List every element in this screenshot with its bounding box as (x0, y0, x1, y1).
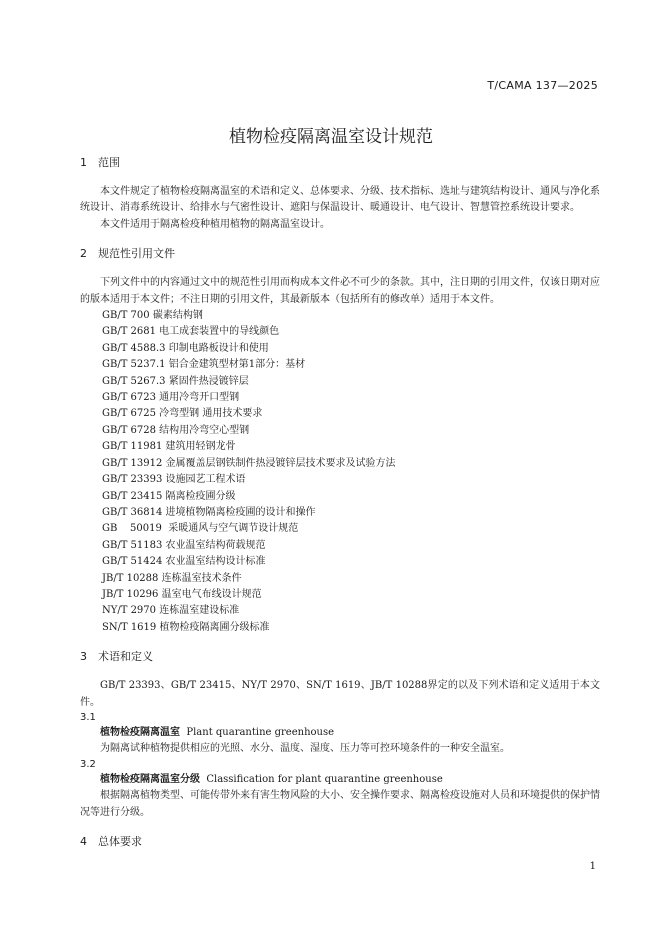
reference-list (80, 308, 600, 636)
reference-item: GB 50019 采暖通风与空气调节设计规范 (102, 523, 299, 535)
term-definition: 为隔离试种植物提供相应的光照、水分、温度、湿度、压力等可控环境条件的一种安全温室。 (100, 743, 510, 755)
standard-code: T/CAMA 137—2025 (487, 79, 598, 92)
reference-item: GB/T 5267.3 紧固件热浸镀锌层 (102, 375, 249, 387)
reference-item: NY/T 2970 连栋温室建设标准 (102, 605, 240, 617)
reference-item: GB/T 23393 设施园艺工程术语 (102, 474, 246, 486)
reference-item: GB/T 13912 金属覆盖层钢铁制件热浸镀锌层技术要求及试验方法 (102, 457, 396, 469)
term-chinese: 植物检疫隔离温室分级 (100, 773, 200, 785)
reference-item: GB/T 700 碳素结构钢 (102, 310, 203, 322)
section-title: 范围 (98, 156, 120, 169)
section-heading-normative-references (80, 247, 600, 261)
section-number: 3 (80, 650, 87, 664)
term-definition: 根据隔离植物类型、可能传带外来有害生物风险的大小、安全操作要求、隔离检疫设施对人员和环境提供的保护情况等进行分级。 (80, 790, 600, 818)
reference-item: GB/T 23415 隔离检疫圃分级 (102, 490, 236, 502)
paragraph: 本文件规定了植物检疫隔离温室的术语和定义、总体要求、分级、技术指标、选址与建筑结构设计、通风与净化系统设计、消毒系统设计、给排水与气密性设计、遮阳与保温设计、暖通设计、电气设计、智慧管控系统设计要求。 (80, 186, 600, 214)
section-title: 规范性引用文件 (98, 247, 175, 261)
section-title: 术语和定义 (98, 650, 153, 664)
reference-item: GB/T 6723 通用冷弯开口型钢 (102, 392, 240, 404)
term-number: 3.2 (80, 758, 96, 770)
section-heading-general-requirements (80, 835, 600, 849)
term-heading (80, 725, 600, 741)
paragraph: GB/T 23393、GB/T 23415、NY/T 2970、SN/T 1619、JB/T 10288界定的以及下列术语和定义适用于本文件。 (80, 680, 600, 708)
paragraph: 本文件适用于隔离检疫种植用植物的隔离温室设计。 (100, 218, 330, 230)
paragraph: 下列文件中的内容通过文中的规范性引用而构成本文件必不可少的条款。其中，注日期的引用文件，仅该日期对应的版本适用于本文件；不注日期的引用文件，其最新版本（包括所有的修改单）适用于本文件。 (80, 277, 600, 305)
reference-item: GB/T 36814 进境植物隔离检疫圃的设计和操作 (102, 506, 316, 518)
reference-item: GB/T 11981 建筑用轻钢龙骨 (102, 441, 236, 453)
section-heading-scope (80, 156, 600, 170)
section-number: 4 (80, 835, 87, 848)
section-heading-terms (80, 650, 600, 664)
reference-item: GB/T 51183 农业温室结构荷载规范 (102, 539, 266, 551)
document-body (80, 156, 600, 849)
section-title: 总体要求 (98, 835, 142, 848)
reference-item: GB/T 2681 电工成套装置中的导线颜色 (102, 326, 280, 338)
reference-item: GB/T 6728 结构用冷弯空心型钢 (102, 424, 250, 436)
term-number: 3.1 (80, 711, 96, 723)
term-english: Classification for plant quarantine greenhouse (206, 773, 443, 785)
reference-item: GB/T 51424 农业温室结构设计标准 (102, 556, 266, 568)
term-english: Plant quarantine greenhouse (186, 726, 335, 738)
term-heading (80, 772, 600, 788)
reference-item: GB/T 6725 冷弯型钢 通用技术要求 (102, 408, 263, 420)
page-number: 1 (589, 861, 596, 872)
reference-item: SN/T 1619 植物检疫隔离圃分级标准 (102, 621, 270, 633)
reference-item: GB/T 4588.3 印制电路板设计和使用 (102, 342, 269, 354)
section-number: 2 (80, 247, 87, 261)
document-title: 植物检疫隔离温室设计规范 (229, 127, 433, 147)
reference-item: GB/T 5237.1 铝合金建筑型材第1部分：基材 (102, 359, 306, 371)
section-number: 1 (80, 156, 87, 169)
term-chinese: 植物检疫隔离温室 (100, 726, 180, 738)
reference-item: JB/T 10288 连栋温室技术条件 (102, 572, 242, 584)
reference-item: JB/T 10296 温室电气布线设计规范 (102, 588, 262, 600)
